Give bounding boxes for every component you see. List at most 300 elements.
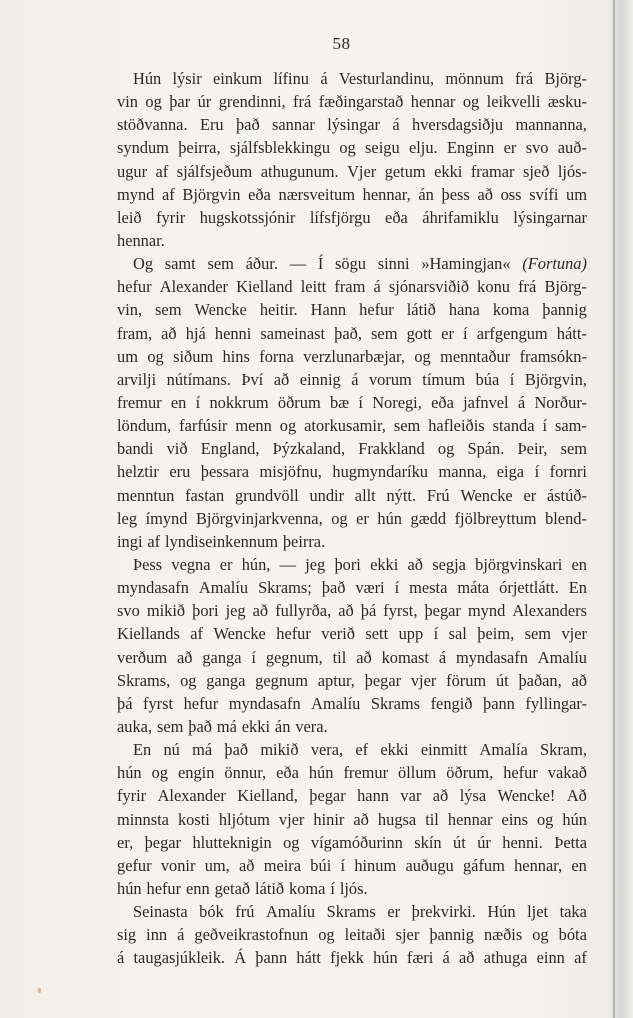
word: áður. bbox=[245, 254, 278, 274]
word: ekki bbox=[241, 716, 271, 736]
word: úr bbox=[477, 832, 491, 852]
word: að bbox=[353, 809, 369, 829]
word: Amalíu bbox=[198, 578, 249, 598]
word: verðum bbox=[117, 647, 168, 667]
text-line bbox=[117, 484, 587, 507]
word: órjettlátt. bbox=[499, 578, 559, 598]
word: Hann bbox=[310, 300, 347, 320]
word: en bbox=[170, 392, 187, 412]
word: jeg bbox=[305, 554, 326, 574]
word: í bbox=[509, 369, 515, 389]
word: myndasafn bbox=[228, 693, 301, 713]
word: Björgvin, bbox=[524, 369, 587, 389]
word: ekki bbox=[370, 554, 399, 574]
word: fyllingar- bbox=[525, 693, 587, 713]
word: Enginn bbox=[446, 138, 495, 158]
word: verzlunarbæjar, bbox=[303, 346, 405, 366]
word: á bbox=[320, 69, 328, 88]
word: grundvöll bbox=[234, 485, 299, 505]
word: hún bbox=[117, 763, 142, 783]
text-line bbox=[117, 599, 587, 622]
word: hennar. bbox=[117, 230, 165, 250]
word: allt bbox=[354, 485, 376, 505]
word: þeim, bbox=[477, 624, 515, 644]
word: segja bbox=[432, 554, 466, 574]
word: Þetta bbox=[554, 832, 587, 852]
word: bók bbox=[199, 902, 224, 922]
text-line bbox=[117, 160, 587, 183]
text-line bbox=[117, 298, 587, 321]
word: hugsa bbox=[377, 809, 417, 829]
word: og bbox=[180, 670, 197, 690]
word: henni. bbox=[502, 832, 543, 852]
word: næðis bbox=[483, 925, 523, 945]
word: fjölbreyttum bbox=[454, 508, 537, 528]
text-line bbox=[117, 275, 587, 298]
word: sett bbox=[365, 624, 389, 644]
word: er bbox=[441, 323, 454, 343]
text-line bbox=[117, 345, 587, 368]
word: búa bbox=[475, 369, 500, 389]
word: á bbox=[438, 647, 447, 667]
word: henni bbox=[214, 323, 252, 343]
word: þann bbox=[255, 948, 288, 968]
word: Vjer bbox=[347, 161, 377, 181]
word: ef bbox=[355, 740, 369, 760]
word: og bbox=[145, 92, 162, 112]
word: þar bbox=[169, 92, 191, 112]
word: ástúð- bbox=[546, 485, 587, 505]
word: ekki bbox=[434, 161, 463, 181]
word: að bbox=[161, 323, 177, 343]
word: En bbox=[133, 740, 152, 760]
word: öðrum bbox=[277, 392, 321, 412]
word: Björgvinjarkvenna, bbox=[195, 508, 323, 528]
word: sem bbox=[156, 716, 184, 736]
word: löndum, bbox=[117, 416, 172, 436]
word: þeirra, bbox=[178, 138, 221, 158]
word: þannig bbox=[542, 300, 587, 320]
word: vera, bbox=[310, 740, 344, 760]
word: nú bbox=[163, 740, 180, 760]
word: Alexander bbox=[159, 277, 228, 297]
word: og bbox=[151, 763, 168, 783]
word: seigu bbox=[365, 138, 400, 158]
word: Skrams; bbox=[258, 578, 312, 598]
text-line bbox=[117, 391, 587, 414]
word: um bbox=[566, 184, 587, 204]
word: látið bbox=[406, 300, 436, 320]
word: sem bbox=[560, 439, 587, 459]
word: er, bbox=[117, 832, 134, 852]
word: mikið bbox=[260, 740, 299, 760]
word: fremur bbox=[117, 392, 162, 412]
word: mynd bbox=[117, 184, 155, 204]
word: hún bbox=[308, 763, 334, 783]
word: Þýzkaland, bbox=[272, 439, 346, 459]
word: Kielland bbox=[236, 277, 293, 297]
word: ljós- bbox=[557, 161, 587, 181]
word: hefur bbox=[183, 693, 219, 713]
word: þaðan, bbox=[518, 670, 562, 690]
word: ugur bbox=[117, 161, 148, 181]
word: konu bbox=[477, 277, 510, 297]
word: öllum bbox=[398, 763, 437, 783]
word: og bbox=[462, 92, 480, 112]
text-line bbox=[117, 507, 587, 530]
word: inn bbox=[146, 925, 168, 945]
word: Wencke bbox=[460, 485, 513, 505]
word: og bbox=[532, 925, 549, 945]
word: Björg- bbox=[544, 277, 587, 297]
word: vjer bbox=[410, 670, 437, 690]
word: í bbox=[358, 392, 363, 412]
word: Wencke! bbox=[497, 786, 556, 806]
text-line bbox=[117, 738, 587, 761]
text-line bbox=[117, 67, 587, 90]
word: frá bbox=[293, 92, 312, 112]
word: að bbox=[176, 647, 193, 667]
word: Amalíu bbox=[311, 693, 361, 713]
word: Amalíu bbox=[537, 647, 587, 667]
word: sam- bbox=[555, 416, 587, 436]
word: Seinasta bbox=[133, 902, 188, 922]
word: að bbox=[239, 855, 255, 875]
word: Björgvin bbox=[182, 184, 241, 204]
word: förum bbox=[446, 670, 487, 690]
word: Að bbox=[566, 786, 587, 806]
word: Og bbox=[133, 254, 154, 274]
text-line bbox=[117, 553, 587, 576]
word: sjálfsjeðum bbox=[176, 161, 253, 181]
word: menn bbox=[235, 416, 272, 436]
word: Því bbox=[241, 369, 264, 389]
word: ekki bbox=[380, 740, 409, 760]
word: að bbox=[459, 948, 475, 968]
text-line bbox=[117, 808, 587, 831]
word: frá bbox=[518, 277, 537, 297]
page-number: 58 bbox=[332, 34, 351, 53]
word: frá bbox=[514, 69, 534, 88]
word: fastan bbox=[185, 485, 225, 505]
word: hátt bbox=[296, 948, 321, 968]
word: Norður- bbox=[534, 392, 587, 412]
word: af bbox=[574, 948, 587, 968]
word: fyrir bbox=[156, 207, 186, 227]
word: tímum bbox=[422, 369, 466, 389]
word: hversdagsiðju bbox=[412, 115, 504, 135]
word: færi bbox=[406, 948, 434, 968]
word: þori bbox=[192, 601, 219, 621]
word: bæ bbox=[329, 392, 350, 412]
word: Amalíu bbox=[265, 902, 316, 922]
word: að bbox=[356, 647, 372, 667]
word: Skram, bbox=[540, 740, 587, 760]
text-line bbox=[117, 669, 587, 692]
word: að bbox=[432, 786, 449, 806]
word: fram, bbox=[117, 323, 153, 343]
word: auka, bbox=[117, 716, 153, 736]
text-line bbox=[117, 113, 587, 136]
word: Hún bbox=[133, 69, 162, 88]
word: fyrst, bbox=[383, 601, 418, 621]
word: Amalía bbox=[479, 740, 528, 760]
word: ímynd bbox=[145, 508, 188, 528]
word: Wencke bbox=[194, 300, 247, 320]
word: þeirra. bbox=[282, 531, 326, 551]
word: Kiellands bbox=[117, 624, 180, 644]
text-line bbox=[117, 646, 587, 669]
word: í bbox=[195, 392, 201, 412]
word: að bbox=[407, 554, 424, 574]
text-line bbox=[117, 414, 587, 437]
word: eða bbox=[385, 207, 408, 227]
word: úr bbox=[197, 92, 212, 112]
word: hlutteknigin bbox=[192, 832, 272, 852]
word: þá bbox=[117, 693, 133, 713]
word: svo bbox=[117, 601, 140, 621]
word: mönnum bbox=[445, 69, 504, 88]
word: verið bbox=[321, 624, 355, 644]
word: ljet bbox=[527, 902, 549, 922]
word: nýtt. bbox=[386, 485, 417, 505]
word: geðveikrastofnun bbox=[194, 925, 309, 945]
word: við bbox=[166, 439, 188, 459]
word: meira bbox=[263, 855, 302, 875]
word: Eru bbox=[199, 115, 224, 135]
word: kosti bbox=[177, 809, 210, 829]
word: Björg- bbox=[544, 69, 587, 88]
word: nokkrum bbox=[209, 392, 269, 412]
word: á bbox=[117, 948, 125, 968]
word: hafleiðis bbox=[428, 416, 485, 436]
word: myndasafn bbox=[455, 647, 528, 667]
word: frú bbox=[235, 902, 255, 922]
word: þegar bbox=[309, 786, 346, 806]
word: fullyrða, bbox=[275, 601, 332, 621]
word: vegna bbox=[171, 554, 211, 574]
word: búi bbox=[310, 855, 332, 875]
word: gædd bbox=[410, 508, 447, 528]
word: ljós. bbox=[339, 878, 368, 898]
word: fram bbox=[334, 277, 366, 297]
word: hefur bbox=[276, 624, 311, 644]
word: um, bbox=[204, 855, 230, 875]
word: að bbox=[571, 670, 587, 690]
word: upp bbox=[398, 624, 424, 644]
word: Noregi, bbox=[372, 392, 422, 412]
word: og bbox=[414, 346, 431, 366]
word: oss bbox=[500, 184, 522, 204]
word: Þess bbox=[133, 554, 163, 574]
word: Wencke bbox=[213, 624, 266, 644]
word: enn bbox=[186, 878, 210, 898]
text-line bbox=[117, 900, 587, 923]
word: — bbox=[279, 554, 296, 574]
word: þori bbox=[334, 554, 361, 574]
word: að bbox=[252, 601, 269, 621]
word: hana bbox=[448, 300, 480, 320]
text-line bbox=[117, 854, 587, 877]
word: sannar bbox=[272, 115, 315, 135]
word: hjá bbox=[185, 323, 206, 343]
word: getað bbox=[214, 878, 251, 898]
word: hinum bbox=[354, 855, 397, 875]
text-line bbox=[117, 136, 587, 159]
word: standa bbox=[492, 416, 535, 436]
word: sig bbox=[117, 925, 137, 945]
word: að bbox=[477, 184, 493, 204]
word: og bbox=[147, 346, 164, 366]
word: og bbox=[279, 416, 297, 436]
word: hefur bbox=[117, 277, 152, 297]
word: sögu bbox=[335, 254, 366, 274]
word: það bbox=[188, 716, 212, 736]
word: á bbox=[177, 925, 185, 945]
word: á bbox=[442, 948, 450, 968]
word: hefur bbox=[359, 300, 394, 320]
word: sjálfsblekkingu bbox=[229, 138, 331, 158]
word: út bbox=[495, 670, 509, 690]
word: lífinu bbox=[273, 69, 309, 88]
word: vjer bbox=[561, 624, 587, 644]
word: í bbox=[394, 578, 400, 598]
word: arfgengum bbox=[476, 323, 548, 343]
word: á bbox=[373, 277, 381, 297]
word: svífi bbox=[529, 184, 559, 204]
word: leitt bbox=[300, 277, 327, 297]
word: er bbox=[523, 485, 537, 505]
word: framar bbox=[470, 161, 515, 181]
word: sem bbox=[155, 300, 182, 320]
word: stöðvanna. bbox=[117, 115, 188, 135]
word: gáfum bbox=[462, 855, 505, 875]
word: hinir bbox=[313, 809, 345, 829]
word: öðrum, bbox=[446, 763, 494, 783]
word: þessara bbox=[200, 462, 250, 482]
word: England, bbox=[200, 439, 260, 459]
word: einnig bbox=[299, 369, 341, 389]
word: hennar, bbox=[362, 184, 411, 204]
word: mynd bbox=[467, 601, 506, 621]
word: hins bbox=[222, 346, 250, 366]
word: vorum bbox=[368, 369, 412, 389]
word: sjeð bbox=[522, 161, 550, 181]
text-line bbox=[117, 622, 587, 645]
word: blend- bbox=[545, 508, 587, 528]
word: Skrams, bbox=[117, 670, 171, 690]
word: Frú bbox=[426, 485, 450, 505]
word: það bbox=[321, 578, 346, 598]
word: það bbox=[235, 115, 260, 135]
word: má bbox=[216, 716, 237, 736]
word: getum bbox=[384, 161, 426, 181]
word: Frakkland bbox=[358, 439, 425, 459]
word: á bbox=[517, 392, 526, 412]
word: undir bbox=[309, 485, 345, 505]
text-line bbox=[117, 784, 587, 807]
word: ingi bbox=[117, 531, 143, 551]
word: sal bbox=[448, 624, 467, 644]
word: það, bbox=[334, 323, 362, 343]
word: eða bbox=[276, 763, 299, 783]
word: gefur bbox=[117, 855, 152, 875]
word: í bbox=[463, 323, 468, 343]
word: hátt- bbox=[556, 323, 587, 343]
word: manna, bbox=[438, 462, 487, 482]
word: og bbox=[283, 832, 300, 852]
word: lýsingarnar bbox=[513, 207, 587, 227]
word: Hún bbox=[487, 902, 516, 922]
word: í bbox=[542, 416, 548, 436]
word: hefur bbox=[503, 763, 538, 783]
word: að bbox=[273, 369, 290, 389]
word: eða bbox=[431, 392, 454, 412]
word: af bbox=[162, 184, 175, 204]
text-line bbox=[117, 437, 587, 460]
word: grendinni, bbox=[218, 92, 286, 112]
word: framsókn- bbox=[519, 346, 587, 366]
word: á bbox=[351, 369, 359, 389]
word: í bbox=[534, 462, 540, 482]
word: — bbox=[289, 254, 307, 274]
word: Á bbox=[234, 948, 247, 968]
word: hún bbox=[373, 948, 398, 968]
word: fæðingarstað bbox=[318, 92, 404, 112]
word: myndasafn bbox=[117, 578, 189, 598]
word: fengið bbox=[430, 693, 473, 713]
word: taka bbox=[559, 902, 587, 922]
word: auðugu bbox=[405, 855, 454, 875]
word: hljótum bbox=[218, 809, 270, 829]
word: samt bbox=[164, 254, 196, 274]
word: Kielland, bbox=[237, 786, 298, 806]
word: hennar bbox=[447, 809, 493, 829]
word: engin bbox=[177, 763, 215, 783]
word: mesta bbox=[409, 578, 448, 598]
word: hefur bbox=[146, 878, 182, 898]
text-line bbox=[117, 90, 587, 113]
word: þannig bbox=[429, 925, 474, 945]
word: koma bbox=[492, 300, 530, 320]
word: af bbox=[190, 624, 203, 644]
word: eða bbox=[248, 184, 271, 204]
word: þá bbox=[360, 601, 377, 621]
word: leitaði bbox=[344, 925, 386, 945]
word: sem bbox=[524, 624, 552, 644]
word: lýsir bbox=[172, 69, 202, 88]
word: fyrir bbox=[117, 786, 147, 806]
word: svo bbox=[525, 138, 549, 158]
word: athuga bbox=[483, 948, 528, 968]
word: nútímans. bbox=[166, 369, 231, 389]
word: til bbox=[332, 647, 347, 667]
word: og bbox=[437, 439, 455, 459]
word: mikið bbox=[146, 601, 186, 621]
word: vin bbox=[117, 92, 138, 112]
word: má bbox=[192, 740, 213, 760]
word: elju. bbox=[408, 138, 438, 158]
word: vin, bbox=[117, 300, 143, 320]
word: þegar bbox=[144, 832, 182, 852]
word: athugunum. bbox=[260, 161, 339, 181]
text-line bbox=[117, 877, 587, 900]
word: misjöfnu, bbox=[259, 462, 322, 482]
word: er bbox=[219, 554, 233, 574]
word: einkum bbox=[213, 69, 263, 88]
word: heitir. bbox=[259, 300, 298, 320]
word: lyndiseinkennum bbox=[165, 531, 278, 551]
